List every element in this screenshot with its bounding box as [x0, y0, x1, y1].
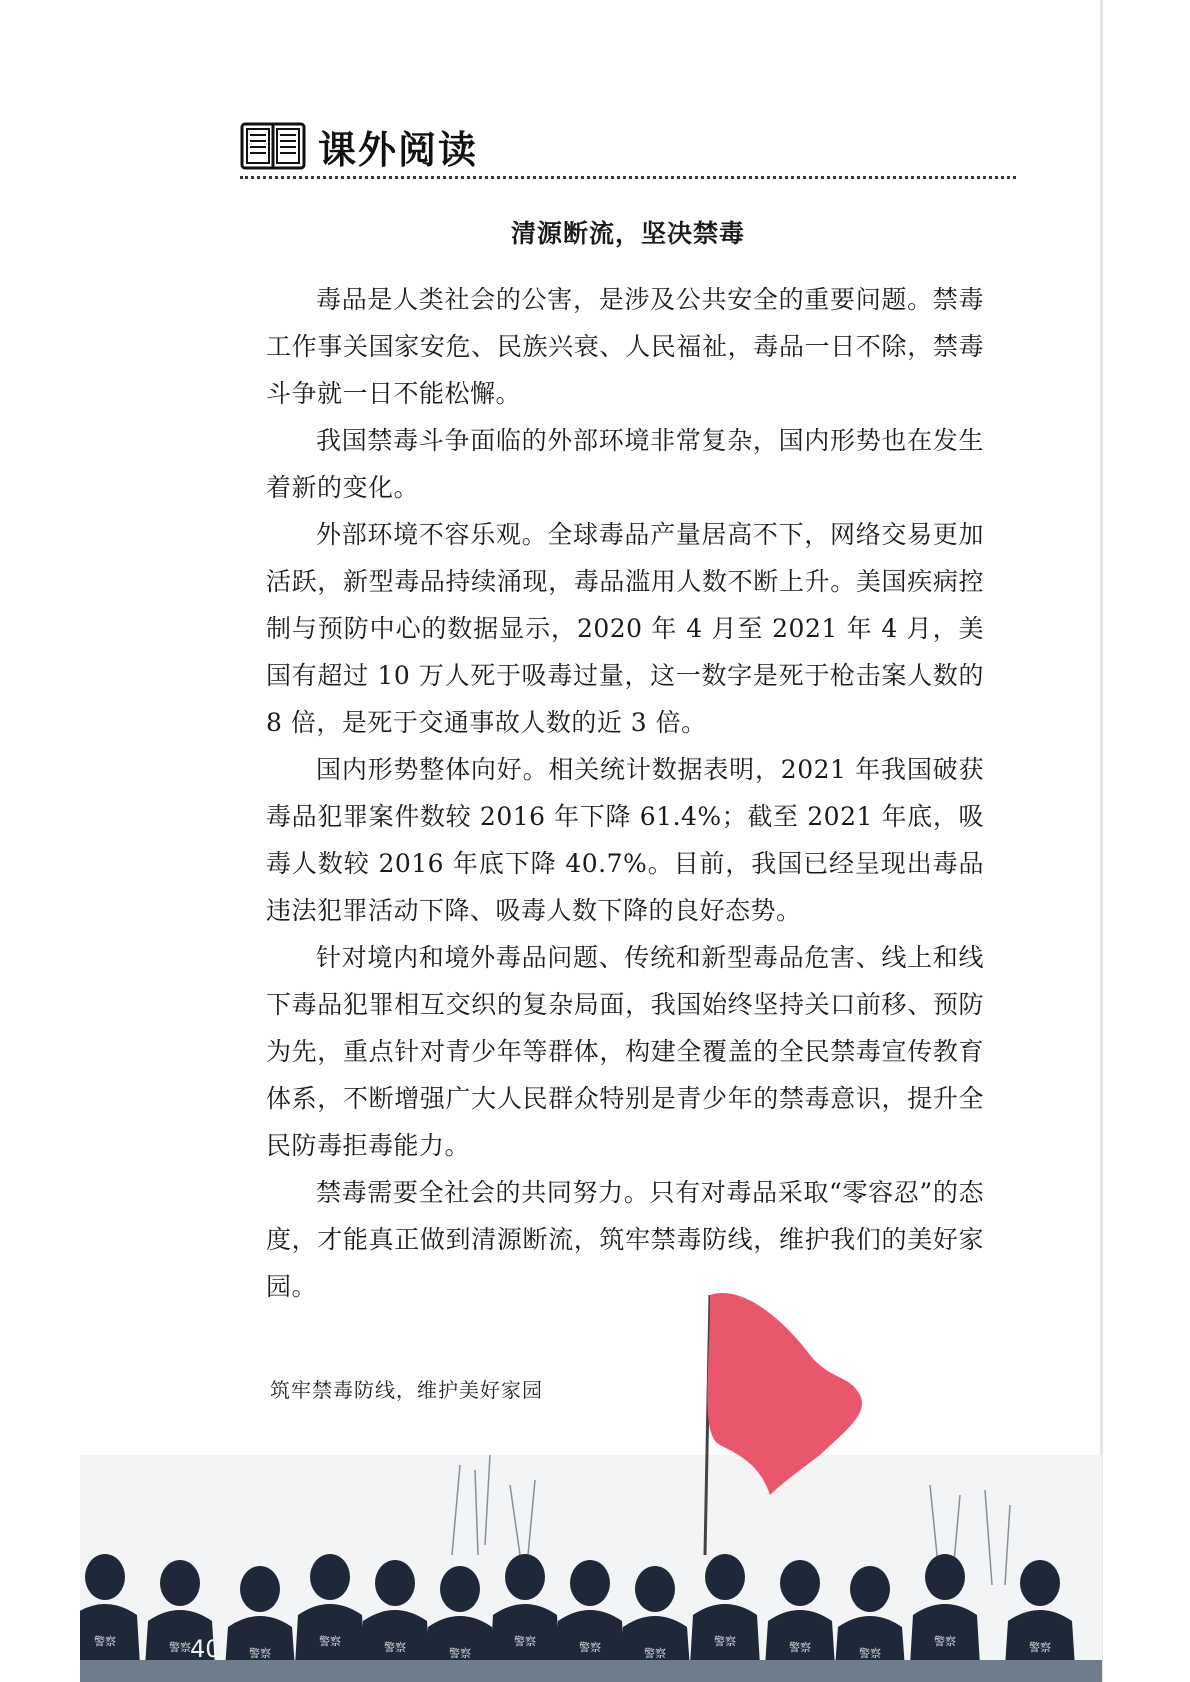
vest-label: 警察 [319, 1635, 341, 1648]
helmet [925, 1554, 965, 1600]
helmet [780, 1560, 820, 1606]
vest-label: 警察 [859, 1647, 881, 1660]
page-number: 40 [190, 1635, 221, 1663]
vest-label: 警察 [514, 1635, 536, 1648]
paragraph-1: 毒品是人类社会的公害，是涉及公共安全的重要问题。禁毒工作事关国家安危、民族兴衰、人民福祉，毒品一日不除，禁毒斗争就一日不能松懈。 [266, 285, 984, 408]
helmet [705, 1554, 745, 1600]
vest-label: 警察 [384, 1641, 406, 1654]
paragraph-4: 国内形势整体向好。相关统计数据表明，2021 年我国破获毒品犯罪案件数较 2016 年下降 61.4%；截至 2021 年底，吸毒人数较 2016 年底下降 40.7%。目前，我国已经呈现出毒品违法犯罪活动下降、吸毒人数下降的良好态势。 [266, 755, 984, 925]
paragraph-3: 外部环境不容乐观。全球毒品产量居高不下，网络交易更加活跃，新型毒品持续涌现，毒品滥用人数不断上升。美国疾病控制与预防中心的数据显示，2020 年 4 月至 2021 年 4 月，美国有超过 10 万人死于吸毒过量，这一数字是死于枪击案人数的 8 倍，是死于交通事故人数的近 3 倍。 [266, 520, 984, 737]
vest-label: 警察 [249, 1647, 271, 1660]
helmet [635, 1566, 675, 1612]
section-header [240, 118, 478, 174]
paragraph-6: 禁毒需要全社会的共同努力。只有对毒品采取“零容忍”的态度，才能真正做到清源断流，筑牢禁毒防线，维护我们的美好家园。 [266, 1178, 984, 1301]
vest-label: 警察 [714, 1635, 736, 1648]
vest-label: 警察 [934, 1635, 956, 1648]
helmet [85, 1554, 125, 1600]
helmet [160, 1560, 200, 1606]
helmet [240, 1566, 280, 1612]
vest-label: 警察 [94, 1635, 116, 1648]
railing [80, 1660, 1102, 1682]
helmet [310, 1554, 350, 1600]
helmet [850, 1566, 890, 1612]
section-title: 课外阅读 [318, 127, 479, 172]
helmet [1020, 1560, 1060, 1606]
vest-label: 警察 [1029, 1641, 1051, 1654]
header-divider [240, 176, 1016, 179]
vest-label: 警察 [644, 1647, 666, 1660]
helmet [570, 1560, 610, 1606]
police-line-photo [80, 1255, 1102, 1682]
vest-label: 警察 [449, 1647, 471, 1660]
article-title: 清源断流，坚决禁毒 [510, 219, 745, 248]
helmet [440, 1566, 480, 1612]
helmet [505, 1554, 545, 1600]
vest-label: 警察 [579, 1641, 601, 1654]
vest-label: 警察 [169, 1641, 191, 1654]
vest-label: 警察 [789, 1641, 811, 1654]
article-body [266, 276, 984, 1310]
open-book-icon [240, 120, 306, 172]
paragraph-2: 我国禁毒斗争面临的外部环境非常复杂，国内形势也在发生着新的变化。 [266, 426, 984, 502]
figure-caption: 筑牢禁毒防线，维护美好家园 [270, 1378, 543, 1402]
paragraph-5: 针对境内和境外毒品问题、传统和新型毒品危害、线上和线下毒品犯罪相互交织的复杂局面，我国始终坚持关口前移、预防为先，重点针对青少年等群体，构建全覆盖的全民禁毒宣传教育体系，不断增强广大人民群众特别是青少年的禁毒意识，提升全民防毒拒毒能力。 [266, 943, 984, 1160]
helmet [375, 1560, 415, 1606]
